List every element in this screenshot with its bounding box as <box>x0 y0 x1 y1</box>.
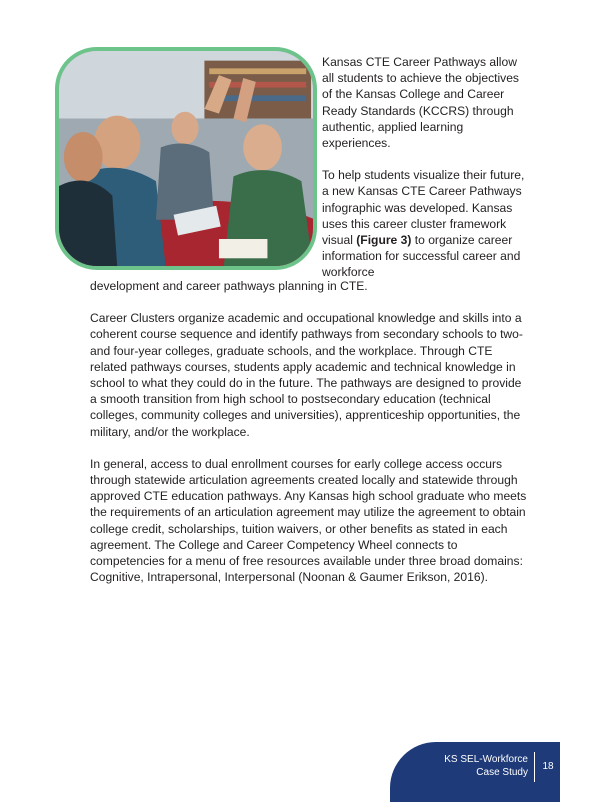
footer-tab <box>390 742 560 802</box>
students-illustration <box>59 51 313 266</box>
footer-title-line2: Case Study <box>476 766 528 778</box>
intro-paragraph: Kansas CTE Career Pathways allow all students to achieve the objectives of the Kansas College and Career Ready Standards (KCCRS) through authentic, applied learning experiences. <box>322 55 519 151</box>
dual-enrollment-paragraph: In general, access to dual enrollment courses for early college access occurs through statewide articulation agreements created locally and statewide through approved CTE education pathways. Any Kansas high school graduate who meets the requirements of an articulation agreement may utilize the agreement to obtain college credit, scholarships, tuition waivers, or other benefits as stated in each agreement. The College and Career Competency Wheel connects to competencies for a menu of free resources available under three broad domains: Cognitive, Intrapersonal, Interpersonal (Noonan & Gaumer Erikson, 2016). <box>90 456 527 585</box>
infographic-paragraph-end: development and career pathways planning in CTE. <box>90 279 368 293</box>
intro-column <box>322 54 528 297</box>
infographic-paragraph-start <box>322 167 528 280</box>
figure-reference: (Figure 3) <box>356 233 412 248</box>
main-body <box>90 278 530 601</box>
career-clusters-paragraph: Career Clusters organize academic and occupational knowledge and skills into a coherent course sequence and identify pathways from secondary schools to two- and four-year colleges, graduate schools, and the workplace. Through CTE related pathways courses, students apply academic and technical knowledge in school to what they could do in the future. The pathways are designed to provide a smooth transition from high school to postsecondary education (technical colleges, community colleges and universities), apprenticeship opportunities, the military, and/or the workplace. <box>90 311 523 439</box>
infographic-text: To help students visualize their future, a new Kansas CTE Career Pathways infographic was developed. Kansas uses this career cluster framework visual <box>322 168 525 248</box>
students-high-five-photo <box>55 47 317 270</box>
infographic-text-continued: to organize career information for successful career and workforce <box>322 233 521 280</box>
footer-title <box>410 754 528 779</box>
page-number: 18 <box>542 761 554 772</box>
footer-divider <box>534 752 535 782</box>
footer-title-line1: KS SEL-Workforce <box>444 754 528 765</box>
